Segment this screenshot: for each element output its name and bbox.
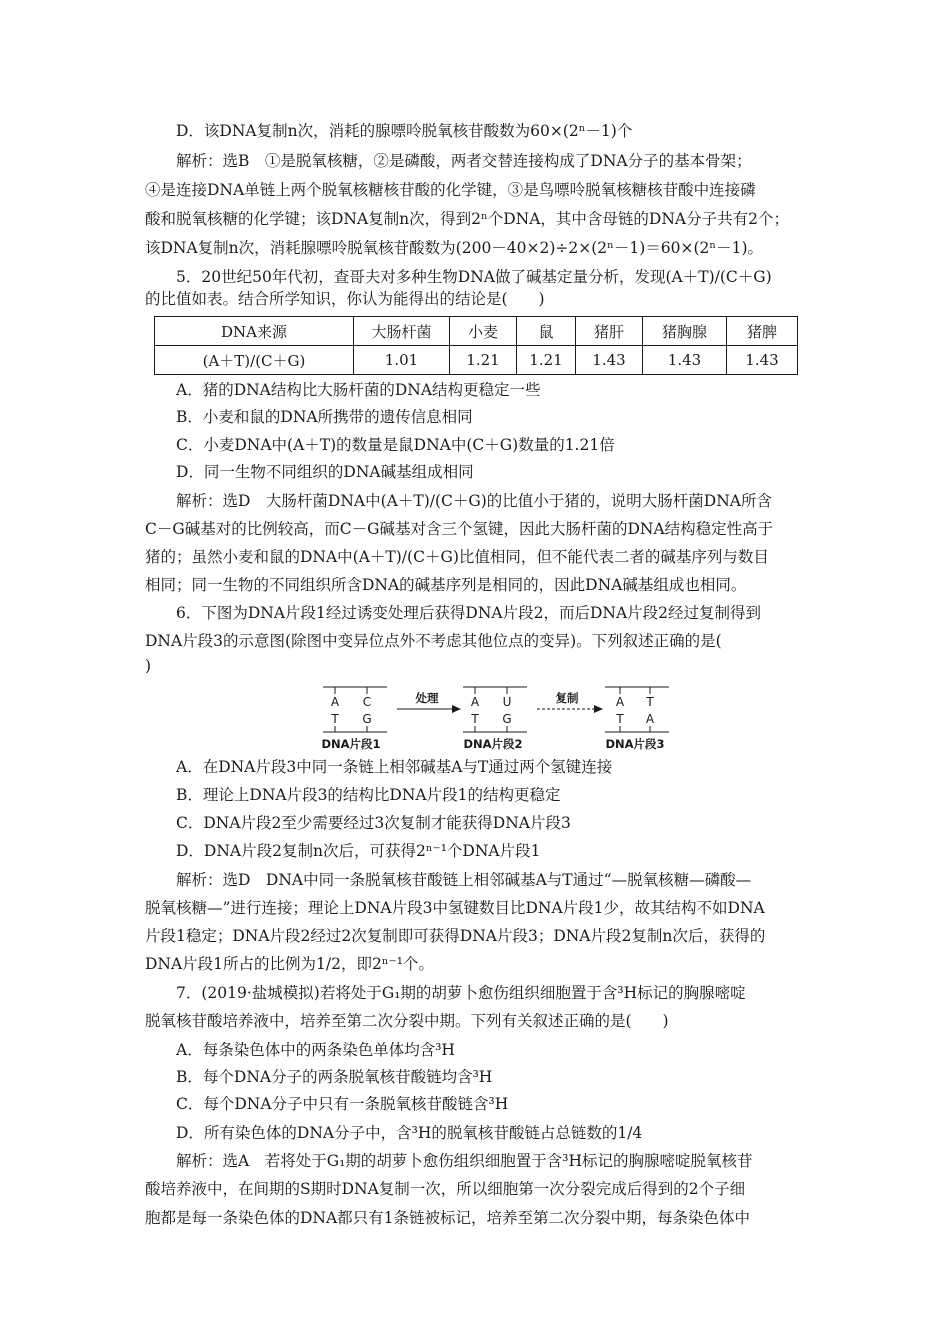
- q4-analysis-line: 解析：选B ①是脱氧核糖，②是磷酸，两者交替连接构成了DNA分子的基本骨架；: [176, 152, 752, 170]
- base-label: T: [646, 695, 654, 709]
- table-header-cell: 猪胸腺: [643, 317, 727, 346]
- q7-analysis-line: 胞都是每一条染色体的DNA都只有1条链被标记，培养至第二次分裂中期，每条染色体中: [145, 1209, 751, 1227]
- base-label: A: [645, 712, 655, 726]
- q4-analysis-line: 该DNA复制n次，消耗腺嘌呤脱氧核苷酸数为(200－40×2)÷2×(2ⁿ－1)＝60×(2ⁿ－1)。: [145, 239, 764, 257]
- q6-stem: DNA片段3的示意图(除图中变异位点外不考虑其他位点的变异)。下列叙述正确的是(: [145, 632, 722, 650]
- dna-segment-3: [605, 687, 669, 751]
- table-row: [155, 346, 798, 375]
- q7-analysis-line: 酸培养液中，在间期的S期时DNA复制一次，所以细胞第一次分裂完成后得到的2个子细: [145, 1180, 746, 1198]
- dna-mutation-figure: [315, 685, 675, 753]
- table-header-row: [155, 317, 798, 346]
- base-label: G: [362, 712, 372, 726]
- base-label: A: [470, 695, 480, 709]
- base-label: T: [471, 712, 479, 726]
- dna-segment-2: [463, 687, 527, 751]
- table-header-cell: 猪肝: [576, 317, 643, 346]
- q5-stem: 的比值如表。结合所学知识，你认为能得出的结论是( ): [145, 290, 545, 308]
- table-header-cell: 大肠杆菌: [354, 317, 450, 346]
- arrow-label: 复制: [555, 691, 579, 705]
- q6-analysis-line: 解析：选D DNA中同一条脱氧核苷酸链上相邻碱基A与T通过“—脱氧核糖—磷酸—: [176, 871, 752, 889]
- table-cell: (A＋T)/(C＋G): [155, 346, 354, 375]
- q5-option-d: D．同一生物不同组织的DNA碱基组成相同: [176, 463, 474, 481]
- q5-analysis-line: 相同；同一生物的不同组织所含DNA的碱基序列是相同的，因此DNA碱基组成也相同。: [145, 576, 747, 594]
- q5-option-c: C．小麦DNA中(A＋T)的数量是鼠DNA中(C＋G)数量的1.21倍: [176, 436, 615, 454]
- q6-option-a: A．在DNA片段3中同一条链上相邻碱基A与T通过两个氢键连接: [176, 758, 613, 776]
- q6-stem: ): [145, 657, 152, 675]
- table-header-cell: 猪脾: [727, 317, 798, 346]
- table-cell: 1.43: [643, 346, 727, 375]
- q5-analysis-line: 解析：选D 大肠杆菌DNA中(A＋T)/(C＋G)的比值小于猪的，说明大肠杆菌DNA所含: [176, 492, 772, 510]
- process-arrow: [397, 691, 461, 713]
- base-label: C: [362, 695, 372, 709]
- base-label: G: [502, 712, 512, 726]
- q6-analysis-line: 片段1稳定；DNA片段2经过2次复制即可获得DNA片段3；DNA片段2复制n次后，获得的: [145, 927, 766, 945]
- base-label: A: [330, 695, 340, 709]
- q4-analysis-line: ④是连接DNA单链上两个脱氧核糖核苷酸的化学键，③是鸟嘌呤脱氧核糖核苷酸中连接磷: [145, 181, 756, 199]
- arrow-label: 处理: [415, 691, 439, 705]
- q4-analysis-line: 酸和脱氧核糖的化学键；该DNA复制n次，得到2ⁿ个DNA，其中含母链的DNA分子共有2个；: [145, 210, 789, 228]
- q7-option-a: A．每条染色体中的两条染色单体均含³H: [176, 1041, 455, 1059]
- q7-stem: 脱氧核苷酸培养液中，培养至第二次分裂中期。下列有关叙述正确的是( ): [145, 1012, 669, 1030]
- table-cell: 1.43: [576, 346, 643, 375]
- base-label: T: [331, 712, 339, 726]
- segment-label: DNA片段2: [463, 737, 523, 751]
- dna-segment-1: [321, 687, 387, 751]
- base-ratio-table: [154, 316, 798, 375]
- q6-option-c: C．DNA片段2至少需要经过3次复制才能获得DNA片段3: [176, 814, 571, 832]
- q5-stem: 5．20世纪50年代初，查哥夫对多种生物DNA做了碱基定量分析，发现(A＋T)/(C＋G): [176, 268, 772, 286]
- segment-label: DNA片段1: [321, 737, 381, 751]
- q6-analysis-line: 脱氧核糖—”进行连接；理论上DNA片段3中氢键数目比DNA片段1少，故其结构不如DNA: [145, 899, 765, 917]
- segment-label: DNA片段3: [605, 737, 665, 751]
- q6-analysis-line: DNA片段1所占的比例为1/2，即2ⁿ⁻¹个。: [145, 955, 434, 973]
- q7-stem: 7．(2019·盐城模拟)若将处于G₁期的胡萝卜愈伤组织细胞置于含³H标记的胸腺嘧啶: [176, 984, 746, 1002]
- q5-analysis-line: 猪的；虽然小麦和鼠的DNA中(A＋T)/(C＋G)比值相同，但不能代表二者的碱基序列与数目: [145, 548, 769, 566]
- table-cell: 1.01: [354, 346, 450, 375]
- table-header-cell: 小麦: [450, 317, 517, 346]
- q4-option-d: D．该DNA复制n次，消耗的腺嘌呤脱氧核苷酸数为60×(2ⁿ－1)个: [176, 122, 633, 140]
- q7-option-b: B．每个DNA分子的两条脱氧核苷酸链均含³H: [176, 1068, 493, 1086]
- table-cell: 1.43: [727, 346, 798, 375]
- q7-option-d: D．所有染色体的DNA分子中，含³H的脱氧核苷酸链占总链数的1/4: [176, 1124, 643, 1142]
- q5-option-b: B．小麦和鼠的DNA所携带的遗传信息相同: [176, 408, 473, 426]
- q5-analysis-line: C－G碱基对的比例较高，而C－G碱基对含三个氢键，因此大肠杆菌的DNA结构稳定性高于: [145, 520, 774, 538]
- base-label: U: [502, 695, 512, 709]
- q7-option-c: C．每个DNA分子中只有一条脱氧核苷酸链含³H: [176, 1095, 509, 1113]
- q5-option-a: A．猪的DNA结构比大肠杆菌的DNA结构更稳定一些: [176, 381, 541, 399]
- table-cell: 1.21: [450, 346, 517, 375]
- q6-stem: 6．下图为DNA片段1经过诱变处理后获得DNA片段2，而后DNA片段2经过复制得到: [176, 604, 761, 622]
- base-label: A: [615, 695, 625, 709]
- replication-arrow: [537, 691, 603, 713]
- q7-analysis-line: 解析：选A 若将处于G₁期的胡萝卜愈伤组织细胞置于含³H标记的胸腺嘧啶脱氧核苷: [176, 1152, 753, 1170]
- q6-option-b: B．理论上DNA片段3的结构比DNA片段1的结构更稳定: [176, 786, 561, 804]
- q6-option-d: D．DNA片段2复制n次后，可获得2ⁿ⁻¹个DNA片段1: [176, 842, 541, 860]
- table-cell: 1.21: [517, 346, 576, 375]
- table-header-cell: DNA来源: [155, 317, 354, 346]
- table-header-cell: 鼠: [517, 317, 576, 346]
- base-label: T: [616, 712, 624, 726]
